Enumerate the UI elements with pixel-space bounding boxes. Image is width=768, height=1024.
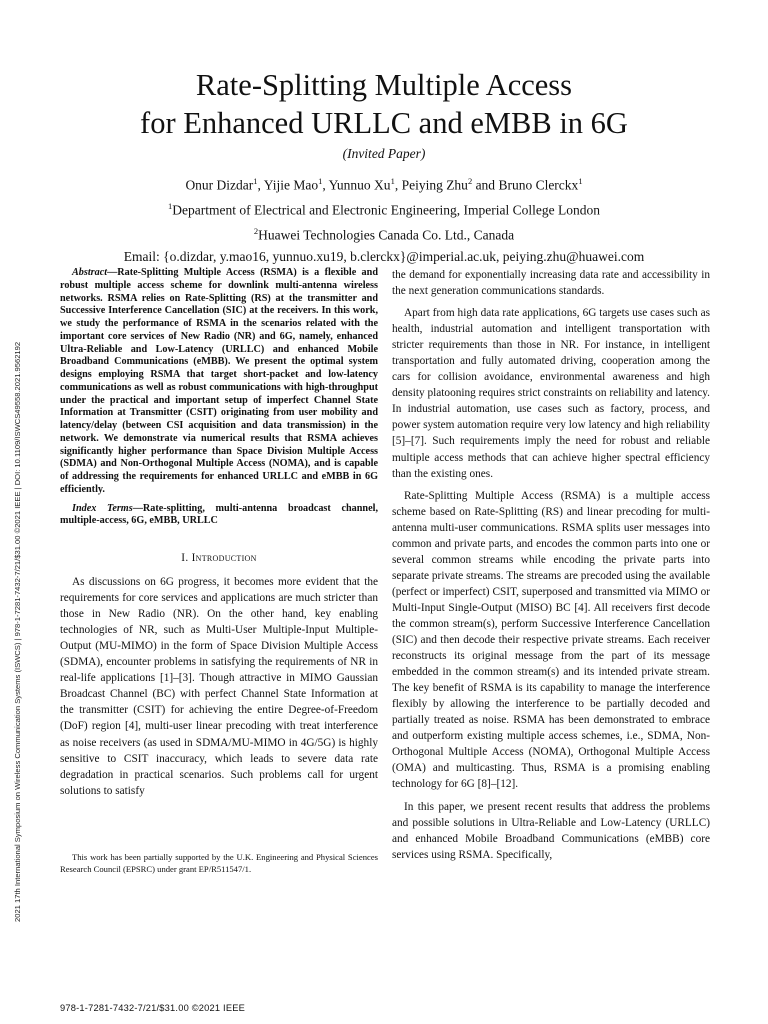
affiliation-1: [0, 196, 768, 221]
left-column: [60, 267, 378, 799]
sidebar-doi-text: 2021 17th International Symposium on Wireless Communication Systems (ISWCS) | 978-1-7281-7432-7/21/$31.00 ©2021 IEEE | DOI: 10.1109/ISWCS49558.2021.9562192: [13, 341, 22, 922]
abstract-text: —Rate-Splitting Multiple Access (RSMA) is a flexible and robust multiple access scheme for downlink multi-antenna wireless networks. RSMA relies on Rate-Splitting (RS) at the transmitter and Successive Interference Cancellation (SIC) at the receivers. In this work, we study the performance of RSMA in the scenarios related with the important core services of New Radio (NR) and 6G, namely, enhanced Ultra-Reliable and Low-Latency (URLLC) and enhanced Mobile Broadband Communications (eMBB). We present the optimal system designs employing RSMA that target short-packet and low-latency communications as well as robust communications with high-throughput under the practical and important setup of imperfect Channel State Information at Transmitter (CSIT) originating from user mobility and latency/delay (between CSI acquisition and data transmission) in the network. We demonstrate via numerical results that RSMA achieves significantly higher performance than Space Division Multiple Access (SDMA) and Non-Orthogonal Multiple Access (NOMA), and is capable of addressing the requirements for enhanced URLLC and eMBB in 6G efficiently.: [60, 267, 378, 495]
continued-paragraph: the demand for exponentially increasing data rate and accessibility in the next generation communications standards.: [392, 269, 710, 298]
author-separator: ,: [257, 177, 264, 193]
author-name: Peiying Zhu: [401, 177, 468, 193]
section-numeral: I.: [181, 552, 192, 564]
author-name: Yunnuo Xu: [328, 177, 391, 193]
affiliation-marker: 1: [168, 201, 173, 211]
paper-title: [0, 66, 768, 142]
author-emails: Email: {o.dizdar, y.mao16, yunnuo.xu19, b.clerckx}@imperial.ac.uk, peiying.zhu@huawei.com: [123, 249, 645, 264]
affiliation-marker: 1: [318, 176, 323, 186]
body-paragraph: In this paper, we present recent results that address the problems and possible solutions in Ultra-Reliable and Low-Latency (URLLC) and enhanced Mobile Broadband Communications (eMBB) core services using RSMA. Specifically,: [392, 800, 710, 861]
author-name: Yijie Mao: [263, 177, 319, 193]
body-paragraph: Apart from high data rate applications, 6G targets use cases such as health, industrial automation and intelligent transportation with stricter requirements than those in NR. For instance, in intelligent transportation and fully automated driving, cooperation among the cars for collision avoidance, environmental awareness and high density platooning requires strict constraints on reliability and latency. In industrial automation, use cases such as factory, process, and power system automation require very low latency and high reliability [5]–[7]. Such requirements imply the need for robust and reliable multiple access methods that can achieve higher spectral efficiency than the existing ones.: [392, 307, 710, 480]
author-block: [0, 171, 768, 268]
author-name: Onur Dizdar: [185, 177, 254, 193]
affiliation-2: [0, 221, 768, 246]
page-footer-copyright: 978-1-7281-7432-7/21/$31.00 ©2021 IEEE: [60, 1003, 246, 1013]
index-terms-label: Index Terms: [72, 502, 133, 514]
section-heading-introduction: [60, 550, 378, 566]
author-list: [0, 171, 768, 196]
section-title: Introduction: [191, 552, 257, 564]
abstract-label: Abstract: [72, 267, 108, 278]
right-column: [392, 267, 710, 863]
affiliation-marker: 1: [578, 176, 583, 186]
title-line-1: Rate-Splitting Multiple Access: [195, 68, 573, 102]
affiliation-text: Huawei Technologies Canada Co. Ltd., Canada: [258, 227, 515, 243]
index-terms-text: —Rate-splitting, multi-antenna broadcast channel, multiple-access, 6G, eMBB, URLLC: [60, 502, 378, 527]
abstract: [60, 267, 378, 497]
affiliation-marker: 1: [253, 176, 258, 186]
index-terms: [60, 503, 378, 529]
affiliation-marker: 2: [467, 176, 473, 186]
funding-footnote: This work has been partially supported by the U.K. Engineering and Physical Sciences Research Council (EPSRC) under grant EP/R511547/1.: [60, 852, 378, 874]
invited-paper-note: (Invited Paper): [342, 146, 426, 161]
affiliation-text: Department of Electrical and Electronic Engineering, Imperial College London: [172, 202, 600, 218]
intro-paragraph: As discussions on 6G progress, it becomes more evident that the requirements for core services and applications are much stricter than those in New Radio (NR). On the other hand, key enabling technologies of NR, such as Multi-User Multiple-Input Multiple-Output (MU-MIMO) in the form of Space Division Multiple Access (SDMA), encounter problems in satisfying the requirements of NR in real-life applications [1]–[3]. Though attractive in MIMO Gaussian Broadcast Channel (BC) with perfect Channel State Information at the transmitter (CSIT) for achieving the entire Degree-of-Freedom (DoF) region [4], multi-user linear precoding with treat interference as noise receivers (as used in SDMA/MU-MIMO in 4G/5G) is highly sensitive to CSIT inaccuracy, which leads to severe data rate degradation in practical scenarios. Such problems call for urgent solutions to satisfy: [60, 576, 378, 797]
author-separator: ,: [394, 177, 402, 193]
body-paragraph: Rate-Splitting Multiple Access (RSMA) is a multiple access scheme based on Rate-Splitting (RS) and linear precoding for multi-antenna multi-user communications. RSMA splits user messages into common and private parts, and encodes the common parts into one or several common streams while encoding the private parts into separate private streams. The streams are precoded using the available (perfect or imperfect) CSIT, superposed and transmitted via MIMO or Multi-Input Single-Output (MISO) BC [4]. All receivers first decode the common stream(s), perform Successive Interference Cancellation (SIC) and then decode their respective private streams. Each receiver reconstructs its original message from the part of its message embedded in the common stream(s) and its intended private stream. The key benefit of RSMA is its capability to manage the interference flexibly by allowing the interference to be partially decoded and partially treated as noise. RSMA has been demonstrated to embrace and outperform existing multiple access schemes, i.e., SDMA, Non-Orthogonal Multiple Access (NOMA), Orthogonal Multiple Access (OMA) and multicasting. Thus, RSMA is a promising enabling technology for 6G [8]–[12].: [392, 489, 710, 791]
affiliation-marker: 2: [253, 226, 259, 236]
affiliation-marker: 1: [390, 176, 395, 186]
author-conjunction: and: [472, 177, 499, 193]
title-line-2: for Enhanced URLLC and eMBB in 6G: [140, 106, 628, 140]
author-name: Bruno Clerckx: [498, 177, 579, 193]
author-separator: ,: [322, 177, 329, 193]
